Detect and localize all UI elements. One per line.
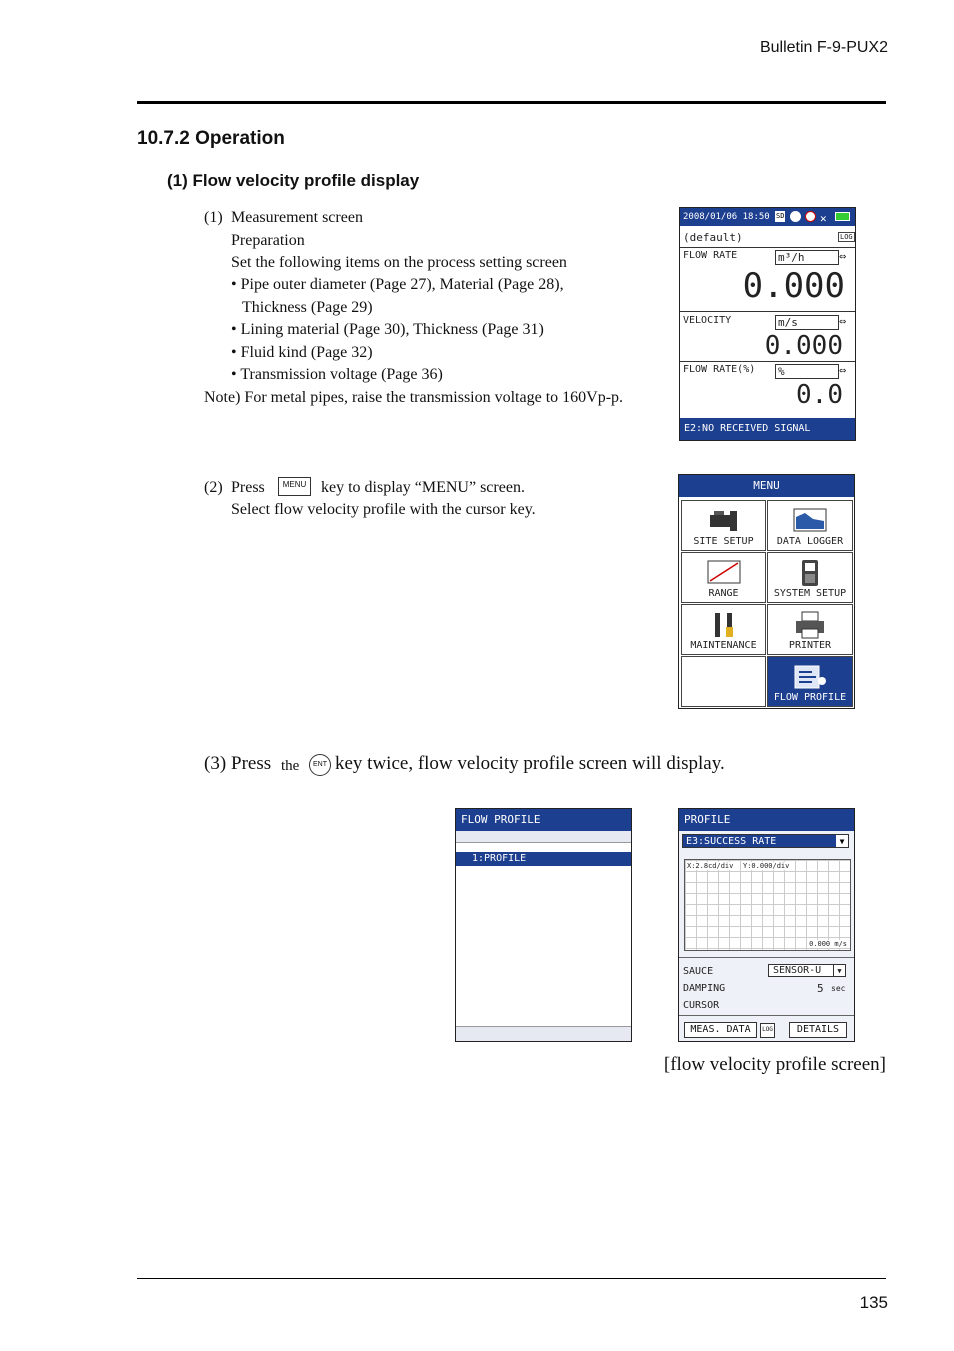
step1-number: (1)	[204, 209, 223, 226]
printer-icon	[794, 611, 826, 639]
tools-icon	[709, 611, 739, 639]
section-title: 10.7.2 Operation	[137, 128, 285, 149]
step1-bullet: • Fluid kind (Page 32)	[231, 344, 373, 361]
error-status: E2:NO RECEIVED SIGNAL	[680, 418, 855, 440]
step1-bullet: • Lining material (Page 30), Thickness (Page 31)	[231, 321, 544, 338]
menu-empty-slot	[681, 656, 766, 707]
menu-title: MENU	[679, 475, 854, 497]
flow-profile-icon	[792, 663, 828, 691]
menu-maintenance[interactable]: MAINTENANCE	[681, 604, 766, 655]
menu-data-logger[interactable]: DATA LOGGER	[767, 500, 853, 551]
ent-key: ENT	[309, 754, 331, 776]
flow-percent-label: FLOW RATE(%)	[683, 364, 756, 375]
page-number: 135	[859, 1293, 888, 1312]
meas-data-button[interactable]: MEAS. DATA	[684, 1022, 757, 1038]
step3-the: the	[281, 758, 300, 774]
chart-icon	[793, 507, 827, 533]
damping-value: 5	[817, 982, 824, 995]
signal-icon	[805, 211, 816, 222]
step1-instruction: Set the following items on the process setting screen	[231, 254, 567, 271]
chevron-down-icon[interactable]: ▼	[833, 965, 845, 976]
damping-label: DAMPING	[683, 983, 726, 994]
profile-title: PROFILE	[679, 809, 854, 831]
flow-profile-screen	[455, 808, 632, 1042]
measurement-screen	[679, 207, 856, 441]
profile-screen	[678, 808, 855, 1042]
profile-list-item[interactable]: 1:PROFILE	[456, 852, 631, 866]
source-label: SAUCE	[683, 966, 714, 977]
datetime: 2008/01/06 18:50	[683, 212, 770, 222]
menu-printer[interactable]: PRINTER	[767, 604, 853, 655]
step2-instruction: Select flow velocity profile with the cursor key.	[231, 501, 536, 518]
step1-bullet: • Transmission voltage (Page 36)	[231, 366, 443, 383]
flow-percent-value: 0.0	[796, 380, 843, 410]
velocity-value: 0.000	[764, 331, 843, 361]
velocity-label: VELOCITY	[683, 315, 732, 326]
menu-screen	[678, 474, 855, 709]
menu-flow-profile[interactable]: FLOW PROFILE	[767, 656, 853, 707]
footer-rule	[137, 1278, 886, 1279]
battery-icon	[835, 212, 850, 221]
flow-percent-unit[interactable]: %	[775, 364, 839, 379]
pipe-icon	[708, 507, 740, 533]
step3-number: (3)	[204, 753, 227, 774]
damping-unit: sec	[831, 984, 846, 993]
velocity-unit[interactable]: m/s	[775, 315, 839, 330]
flow-profile-title: FLOW PROFILE	[456, 809, 631, 831]
menu-system-setup[interactable]: SYSTEM SETUP	[767, 552, 853, 603]
cursor-label: CURSOR	[683, 1000, 720, 1011]
details-button[interactable]: DETAILS	[789, 1022, 847, 1038]
subsection-title: (1) Flow velocity profile display	[167, 171, 420, 190]
profile-graph	[684, 859, 851, 951]
header-rule	[137, 101, 886, 104]
chevron-down-icon[interactable]: ▼	[836, 835, 848, 847]
swap-icon[interactable]: ⇔	[839, 314, 847, 328]
bulletin-number: Bulletin F-9-PUX2	[759, 39, 888, 56]
range-icon	[707, 559, 741, 585]
flow-rate-label: FLOW RATE	[683, 250, 738, 261]
sensor-icon	[790, 211, 801, 222]
x-scale: X:2.8cd/div	[687, 862, 734, 870]
sd-card-icon: SD	[776, 212, 785, 220]
step2-text: key to display “MENU” screen.	[321, 479, 525, 496]
flow-rate-value: 0.000	[742, 266, 845, 306]
step3-text: key twice, flow velocity profile screen will display.	[335, 753, 725, 774]
step2-press: Press	[231, 479, 265, 496]
menu-range[interactable]: RANGE	[681, 552, 766, 603]
step1-bullet-cont: Thickness (Page 29)	[242, 299, 373, 316]
swap-icon[interactable]: ⇔	[839, 363, 847, 377]
log-button[interactable]: LOG	[760, 1023, 775, 1038]
step1-preparation: Preparation	[231, 232, 305, 249]
figure-caption: [flow velocity profile screen]	[663, 1054, 886, 1075]
step1-note: Note) For metal pipes, raise the transmission voltage to 160Vp-p.	[204, 389, 624, 406]
source-select[interactable]: SENSOR-U ▼	[768, 964, 846, 977]
y-scale: Y:0.000/div	[743, 862, 790, 870]
status-select[interactable]: E3:SUCCESS RATE ▼	[682, 834, 849, 848]
menu-key: MENU	[278, 477, 311, 496]
step1-bullet: • Pipe outer diameter (Page 27), Material (Page 28),	[231, 276, 564, 293]
velocity-readout: 0.000 m/s	[809, 940, 847, 948]
step1-title: Measurement screen	[231, 209, 363, 226]
swap-icon[interactable]: ⇔	[839, 249, 847, 263]
step2-number: (2)	[204, 479, 223, 496]
antenna-off-icon: ✕	[820, 212, 827, 225]
device-icon	[800, 559, 820, 587]
log-icon: LOG	[840, 233, 853, 241]
status-bar	[680, 208, 855, 226]
menu-site-setup[interactable]: SITE SETUP	[681, 500, 766, 551]
config-name: (default)	[683, 231, 743, 244]
flow-rate-unit[interactable]: m³/h	[775, 250, 839, 265]
step3-press: Press	[231, 753, 272, 774]
